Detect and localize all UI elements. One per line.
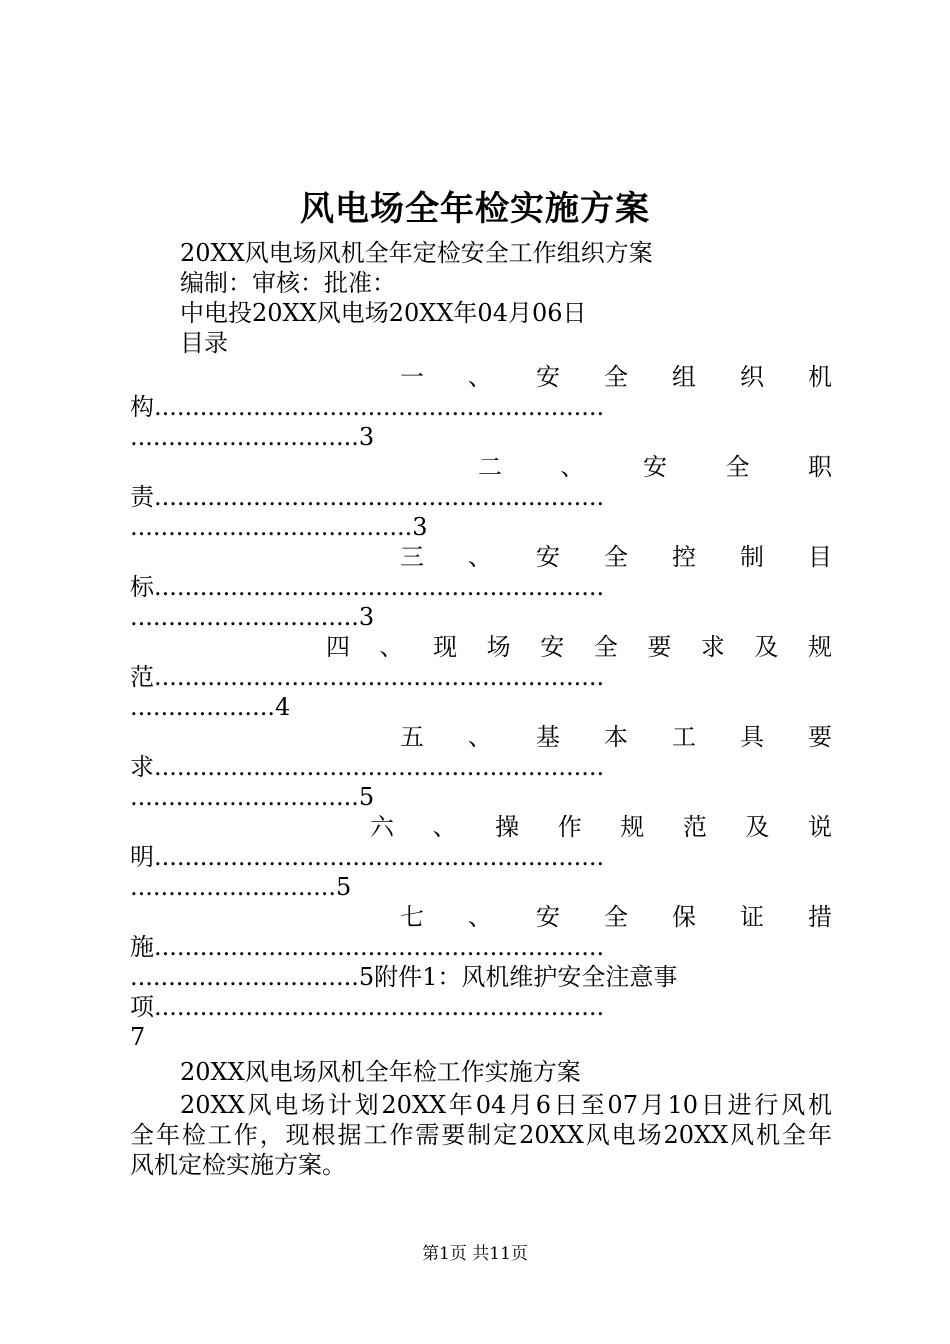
dot-leader: ........................................................... — [154, 483, 605, 511]
toc-entry-leader-continued — [130, 422, 374, 452]
toc-entry-tail: 范 — [130, 663, 154, 691]
dot-leader: ........................................................... — [154, 843, 605, 871]
toc-entry-leader-continued — [130, 962, 832, 992]
toc-entry-leader-continued — [130, 692, 290, 722]
toc-entry-leader — [130, 752, 832, 782]
toc-entry-page-number: 7 — [130, 1023, 146, 1051]
dot-leader: .............................. — [130, 783, 359, 811]
body-subtitle: 20XX风电场风机全年检工作实施方案 — [180, 1058, 581, 1086]
toc-entry-leader — [130, 932, 832, 962]
toc-entry-heading: 六、操作规范及说 — [370, 813, 832, 841]
toc-entry-tail: 明 — [130, 843, 154, 871]
toc-entry-leader-continued — [130, 602, 374, 632]
signatures-line: 编制：审核：批准： — [180, 269, 396, 297]
toc-entry-tail: 施 — [130, 933, 154, 961]
org-date-line: 中电投20XX风电场20XX年04月06日 — [180, 299, 587, 327]
document-title: 风电场全年检实施方案 — [300, 189, 650, 229]
dot-leader: ................... — [130, 693, 275, 721]
toc-entry-page-number: 3 — [358, 423, 375, 451]
dot-leader: ........................................................... — [154, 573, 605, 601]
toc-entry-heading: 三、安全控制目 — [400, 543, 832, 571]
toc-entry-heading: 四、现场安全要求及规 — [326, 633, 832, 661]
dot-leader: .............................. — [130, 963, 359, 991]
dot-leader: ........................................................... — [154, 753, 605, 781]
toc-entry-leader-continued — [130, 512, 428, 542]
toc-entry-leader-continued — [130, 782, 374, 812]
toc-entry-heading: 二、安全职 — [478, 453, 832, 481]
dot-leader: .............................. — [130, 603, 359, 631]
toc-label: 目录 — [180, 329, 228, 357]
plan-name-line: 20XX风电场风机全年定检安全工作组织方案 — [180, 239, 653, 267]
toc-entry-leader-continued — [130, 872, 351, 902]
page-footer: 第1页 共11页 — [422, 1244, 528, 1264]
toc-entry-page-number: 4 — [274, 693, 291, 721]
toc-entry-page-number: 5 — [358, 783, 375, 811]
paragraph-line: 20XX风电场计划20XX年04月6日至07月10日进行风机 — [180, 1091, 832, 1119]
toc-entry-heading: 五、基本工具要 — [400, 723, 832, 751]
toc-entry-page-number: 5 — [335, 873, 352, 901]
toc-entry-leader — [130, 572, 832, 602]
dot-leader: .............................. — [130, 423, 359, 451]
paragraph-line: 风机定检实施方案。 — [130, 1151, 346, 1179]
paragraph-line: 全年检工作，现根据工作需要制定20XX风电场20XX风机全年 — [130, 1121, 832, 1149]
dot-leader: ........................................................... — [154, 933, 605, 961]
toc-entry-page-number: 3 — [358, 603, 375, 631]
dot-leader: ........................................................... — [154, 663, 605, 691]
toc-entry-leader — [130, 482, 832, 512]
toc-entry-heading: 一、安全组织机 — [400, 363, 832, 391]
toc-entry-leader — [130, 842, 832, 872]
toc-entry-tail: 项 — [130, 993, 154, 1021]
toc-entry-heading: 七、安全保证措 — [400, 903, 832, 931]
toc-entry-leader — [130, 392, 832, 422]
toc-entry-tail: 构 — [130, 393, 154, 421]
dot-leader: ........................... — [130, 873, 336, 901]
toc-entry-page-number: 5 — [358, 963, 375, 991]
toc-entry-tail: 标 — [130, 573, 154, 601]
toc-entry-page-number: 3 — [412, 513, 428, 541]
dot-leader: ........................................................... — [154, 393, 605, 421]
dot-leader: ........................................................... — [154, 993, 605, 1021]
toc-entry-leader — [130, 992, 832, 1022]
toc-entry-tail: 责 — [130, 483, 154, 511]
toc-entry-heading: 附件1：风机维护安全注意事 — [374, 963, 678, 991]
dot-leader: ..................................... — [130, 513, 413, 541]
toc-entry-leader — [130, 662, 832, 692]
toc-entry-tail: 求 — [130, 753, 154, 781]
toc-entry-page-line — [130, 1022, 145, 1052]
